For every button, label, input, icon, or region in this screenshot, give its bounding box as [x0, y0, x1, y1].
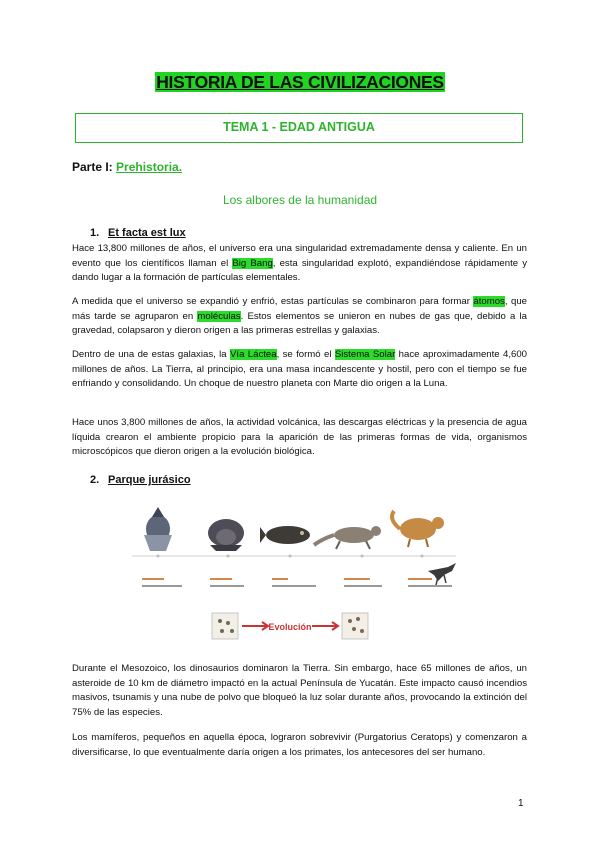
- paragraph-vida: Hace unos 3,800 millones de años, la actividad volcánica, las descargas eléctricas y la presencia de agua líquida crearon el ambiente propicio para la aparición de las primeras formas de vida, organismos microscópicos que dieron origen a la evolución biológica.: [72, 417, 527, 458]
- fossil-creature-icon: [144, 507, 172, 551]
- evolution-image-left: [212, 613, 238, 639]
- section2-number: 2.: [90, 474, 100, 486]
- mammal-icon: [392, 511, 444, 547]
- section1-title: Et facta est lux: [108, 227, 186, 239]
- evolution-figure: [122, 505, 470, 655]
- trilobite-icon: [208, 519, 244, 551]
- highlight-sistema-solar: Sistema Solar: [334, 349, 396, 360]
- section2-heading: [90, 474, 191, 486]
- evolution-image-right: [342, 613, 368, 639]
- paragraph-big-bang: Hace 13,800 millones de años, el universo era una singularidad extremadamente densa y caliente. En un evento que los científicos llaman el Big Bang, esta singularidad explotó, expandiéndose rápidamente y dando lugar a la formación de partículas elementales.: [72, 243, 528, 284]
- paragraph-mamiferos: Los mamíferos, pequeños en aquella época, lograron sobrevivir (Purgatorius Ceratops) y comenzaron a diversificarse, lo que eventualmente daría origen a los primates, los antecesores del ser humano.: [72, 732, 527, 758]
- paragraph-mesozoico: Durante el Mesozoico, los dinosaurios dominaron la Tierra. Sin embargo, hace 65 millones de años, un asteroide de 10 km de diámetro impactó en la actual Península de Yucatán. Este impacto causó incendios masivos, tsunamis y una nube de polvo que bloqueó la luz solar durante años, provocando la extinción del 75% de las especies.: [72, 663, 527, 718]
- tema-box: TEMA 1 - EDAD ANTIGUA: [75, 113, 523, 143]
- section1-number: 1.: [90, 227, 100, 239]
- evolution-caption: Evolución: [268, 622, 312, 632]
- parte-heading: [72, 160, 182, 174]
- evolution-illustration: [122, 505, 470, 655]
- parte-label: Parte I:: [72, 160, 113, 174]
- timeline-labels: [142, 578, 432, 580]
- highlight-big-bang: Big Bang: [232, 257, 273, 269]
- section1-heading: [90, 227, 186, 239]
- highlight-atomos: átomos: [473, 296, 505, 307]
- page-number: 1: [518, 798, 524, 809]
- section2-title: Parque jurásico: [108, 474, 191, 486]
- fish-fossil-icon: [260, 526, 310, 544]
- highlight-moleculas: moléculas: [197, 310, 241, 322]
- document-title: HISTORIA DE LAS CIVILIZACIONES: [156, 72, 444, 92]
- prehistoria-link[interactable]: Prehistoria.: [116, 160, 183, 174]
- paragraph-via-lactea: Dentro de una de estas galaxias, la Vía Láctea, se formó el Sistema Solar hace aproximadamente 4,600 millones de años. La Tierra, al principio, era una masa incandescente y hostil, pero con el tiempo se fue enfriando y consolidando. Un choque de nuestro planeta con Marte dio origen a la Luna.: [72, 349, 527, 390]
- section-subtitle: Los albores de la humanidad: [222, 193, 378, 207]
- highlight-via-lactea: Vía Láctea: [230, 349, 277, 360]
- dinosaur-icon: [428, 563, 456, 585]
- paragraph-atomos: A medida que el universo se expandió y enfrió, estas partículas se combinaron para formar átomos, que más tarde se agruparon en moléculas. Estos elementos se unieron en nubes de gas que, debido a la gravedad, colapsaron y dieron origen a las primeras estrellas y galaxias.: [72, 296, 528, 337]
- amphibian-icon: [314, 526, 381, 549]
- timeline-sublabels: [142, 585, 452, 587]
